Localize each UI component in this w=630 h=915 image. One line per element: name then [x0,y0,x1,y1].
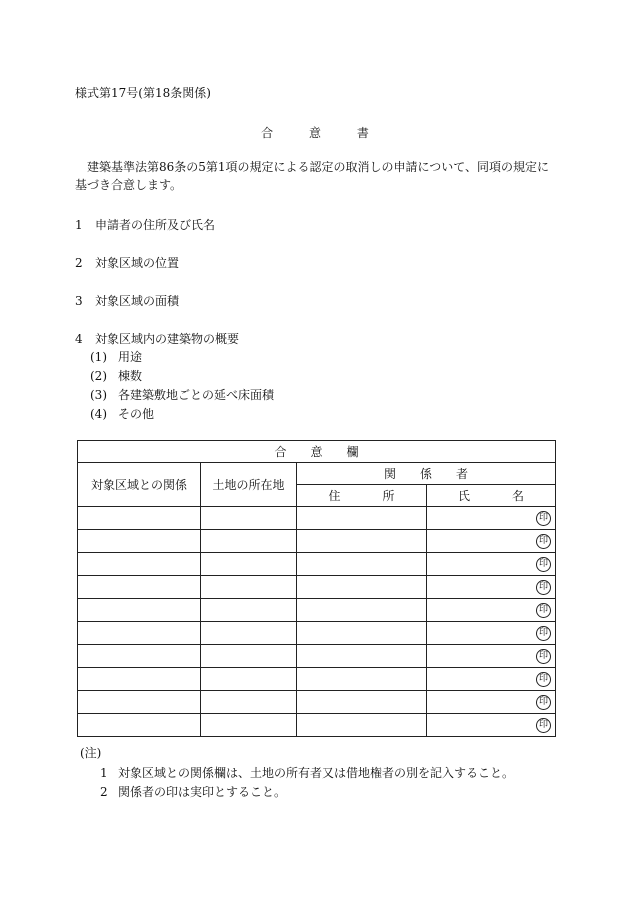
subitem-label: 各建築敷地ごとの延べ床面積 [118,388,275,402]
table-title-row [78,441,556,463]
relation-cell[interactable] [78,645,201,668]
col-header-party-char: 関 [384,467,397,481]
seal-mark: 印 [536,534,551,549]
table-header-row [78,463,556,485]
seal-mark: 印 [536,695,551,710]
location-cell[interactable] [201,668,297,691]
col-header-party-char: 係 [420,467,433,481]
table-row [78,622,556,645]
table-body [78,507,556,737]
address-cell[interactable] [297,530,427,553]
table-row [78,553,556,576]
table-row [78,668,556,691]
relation-cell[interactable] [78,576,201,599]
note-item [100,783,286,800]
relation-cell[interactable] [78,668,201,691]
name-cell[interactable] [427,691,556,714]
subitem-use [90,348,142,365]
col-header-name [427,485,556,507]
table-row [78,714,556,737]
name-cell[interactable] [427,714,556,737]
col-header-address-char: 所 [382,489,395,503]
seal-mark: 印 [536,672,551,687]
name-cell[interactable] [427,645,556,668]
note-text: 関係者の印は実印とすること。 [118,785,287,799]
note-number: 2 [100,785,108,799]
document-title [0,124,630,141]
item-building-overview [75,330,239,347]
item-number: 2 [75,256,83,270]
relation-cell[interactable] [78,507,201,530]
table-row [78,645,556,668]
seal-mark: 印 [536,626,551,641]
col-header-name-char: 氏 [458,489,471,503]
note-number: 1 [100,766,108,780]
note-text: 対象区域との関係欄は、土地の所有者又は借地権者の別を記入すること。 [118,766,515,780]
subitem-number: (2) [90,369,107,383]
address-cell[interactable] [297,668,427,691]
relation-cell[interactable] [78,530,201,553]
subitem-other [90,405,154,422]
col-header-party [297,463,556,485]
table-title-char: 意 [310,445,323,459]
document-title-char: 書 [356,126,369,140]
item-label: 対象区域内の建築物の概要 [95,332,240,346]
table-row [78,507,556,530]
address-cell[interactable] [297,599,427,622]
item-area [75,292,179,309]
table-title [78,441,556,463]
subitem-floor-area [90,386,274,403]
note-item [100,764,514,781]
seal-mark: 印 [536,580,551,595]
name-cell[interactable] [427,553,556,576]
document-title-char: 合 [261,126,274,140]
item-label: 申請者の住所及び氏名 [95,218,216,232]
col-header-address [297,485,427,507]
relation-cell[interactable] [78,553,201,576]
table-row [78,576,556,599]
item-number: 1 [75,218,83,232]
seal-mark: 印 [536,649,551,664]
location-cell[interactable] [201,714,297,737]
item-number: 3 [75,294,83,308]
col-header-party-char: 者 [456,467,469,481]
location-cell[interactable] [201,530,297,553]
relation-cell[interactable] [78,622,201,645]
item-number: 4 [75,332,83,346]
subitem-number: (4) [90,407,107,421]
item-location [75,254,179,271]
name-cell[interactable] [427,576,556,599]
relation-cell[interactable] [78,714,201,737]
name-cell[interactable] [427,668,556,691]
seal-mark: 印 [536,557,551,572]
subitem-label: その他 [118,407,155,421]
table-row [78,599,556,622]
seal-mark: 印 [536,603,551,618]
name-cell[interactable] [427,622,556,645]
seal-mark: 印 [536,718,551,733]
consent-table [77,440,556,737]
table-title-char: 欄 [346,445,359,459]
location-cell[interactable] [201,691,297,714]
name-cell[interactable] [427,507,556,530]
table-title-char: 合 [274,445,287,459]
location-cell[interactable] [201,553,297,576]
table-row [78,691,556,714]
col-header-relation: 対象区域との関係 [78,463,201,507]
col-header-name-char: 名 [512,489,525,503]
item-label: 対象区域の面積 [95,294,180,308]
relation-cell[interactable] [78,599,201,622]
seal-mark: 印 [536,511,551,526]
name-cell[interactable] [427,530,556,553]
item-applicant [75,216,215,233]
address-cell[interactable] [297,507,427,530]
location-cell[interactable] [201,599,297,622]
table-row [78,530,556,553]
location-cell[interactable] [201,507,297,530]
document-title-char: 意 [308,126,321,140]
location-cell[interactable] [201,622,297,645]
item-label: 対象区域の位置 [95,256,180,270]
name-cell[interactable] [427,599,556,622]
address-cell[interactable] [297,645,427,668]
subitem-label: 用途 [118,350,143,364]
subitem-label: 棟数 [118,369,143,383]
address-cell[interactable] [297,576,427,599]
address-cell[interactable] [297,553,427,576]
address-cell[interactable] [297,622,427,645]
intro-paragraph: 建築基準法第86条の5第1項の規定による認定の取消しの申請について、同項の規定に基づき合意します。 [75,160,550,192]
relation-cell[interactable] [78,691,201,714]
col-header-location: 土地の所在地 [201,463,297,507]
col-header-address-char: 住 [328,489,341,503]
subitem-number: (1) [90,350,107,364]
form-number: 様式第17号(第18条関係) [75,86,211,100]
subitem-number: (3) [90,388,107,402]
address-cell[interactable] [297,714,427,737]
location-cell[interactable] [201,645,297,668]
notes-heading: (注) [80,746,102,760]
location-cell[interactable] [201,576,297,599]
address-cell[interactable] [297,691,427,714]
subitem-count [90,367,142,384]
